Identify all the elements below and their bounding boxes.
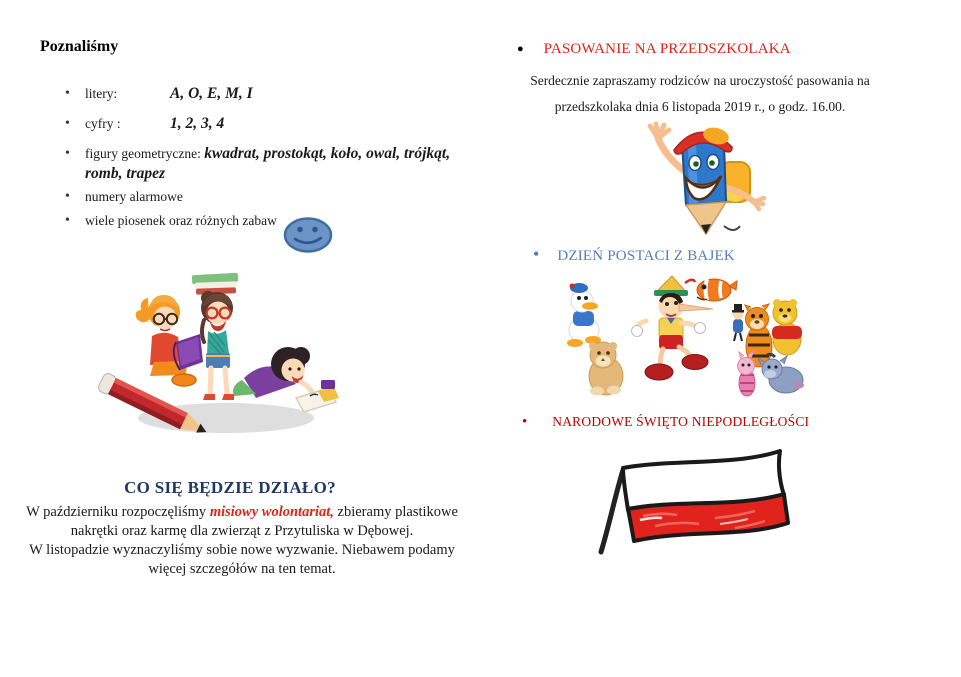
list-item-value: A, O, E, M, I [170,85,253,102]
whats-next-heading: CO SIĘ BĘDZIE DZIAŁO? [124,478,336,497]
learned-list [63,84,461,231]
event-title: ● PASOWANIE NA PRZEDSZKOLAKA [543,41,791,57]
paragraph-text: zbieramy plastikowe nakrętki oraz karmę dla zwierząt z Przytuliska w Dębowej. [70,504,458,539]
highlight-text: misiowy wolontariat, [209,504,334,520]
children-drawing-illustration [96,260,340,458]
paragraph-text: W październiku rozpoczęliśmy [26,504,210,520]
list-item-label: figury geometryczne: [85,146,201,161]
event-title: • DZIEŃ POSTACI Z BAJEK [557,248,735,264]
list-item-label: cyfry : [85,116,121,131]
list-item-digits [63,114,461,134]
poland-flag-illustration [585,436,803,564]
list-item-value: 1, 2, 3, 4 [170,115,225,132]
smiley-icon [282,216,334,254]
event-heading-narodowe-swieto [522,414,809,431]
pencil-mascot-illustration [628,110,776,240]
event-heading-pasowanie [517,41,791,58]
list-item-value: kwadrat, prostokąt, koło, owal, trójkąt, romb, trapez [85,145,451,182]
event-title: • NARODOWE ŚWIĘTO NIEPODLEGŁOŚCI [552,414,810,429]
invitation-line: Serdecznie zapraszamy rodziców na uroczystość pasowania na [530,73,870,88]
list-item-label: numery alarmowe [85,189,183,204]
section-heading-poznalismy: Poznaliśmy [40,38,119,55]
fairy-tale-characters-illustration [551,273,807,401]
whats-next-paragraph [12,503,472,579]
event-heading-dzien-postaci [533,244,735,265]
list-item-songs [63,211,461,231]
list-item-shapes [63,144,455,184]
list-item-label: wiele piosenek oraz różnych zabaw [85,213,277,228]
list-item-label: litery: [85,86,118,101]
list-item-letters [63,84,461,104]
paragraph-text: W listopadzie wyznaczyliśmy sobie nowe wyzwanie. Niebawem podamy więcej szczegółów na ten temat. [29,542,455,577]
invitation-line: przedszkolaka dnia 6 listopada 2019 r., o godz. 16.00. [554,99,846,114]
list-item-emergency-numbers [63,187,461,207]
